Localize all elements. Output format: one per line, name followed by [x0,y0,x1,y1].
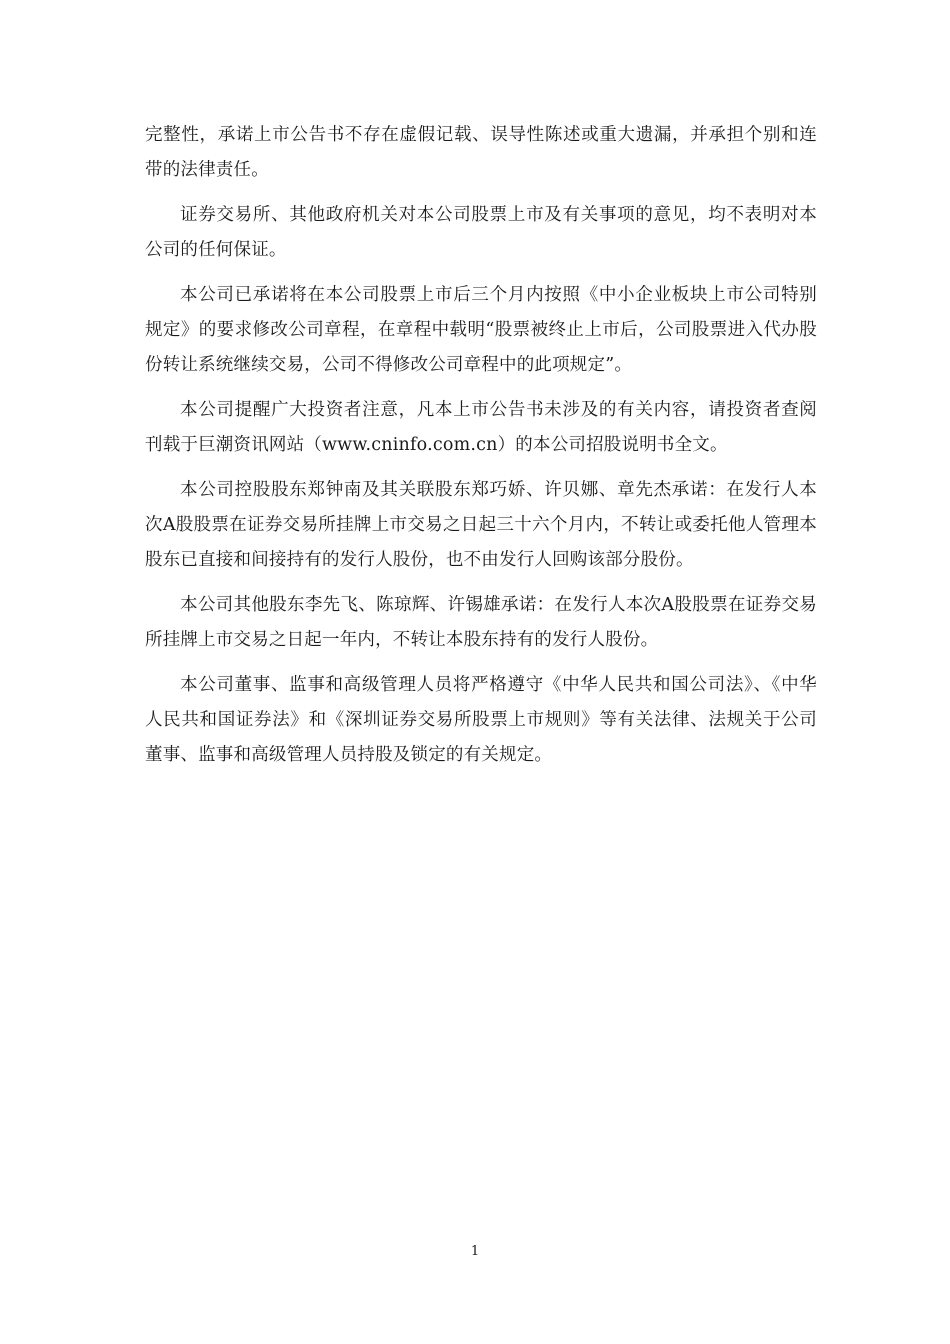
paragraph-no-guarantee: 证券交易所、其他政府机关对本公司股票上市及有关事项的意见，均不表明对本公司的任何保证。 [145,205,817,260]
document-body [145,118,817,783]
page-number: 1 [470,1244,480,1259]
paragraph-articles-amendment: 本公司已承诺将在本公司股票上市后三个月内按照《中小企业板块上市公司特别规定》的要求修改公司章程，在章程中载明“股票被终止上市后，公司股票进入代办股份转让系统继续交易，公司不得修改公司章程中的此项规定”。 [145,285,817,375]
paragraph-other-shareholder-lockup: 本公司其他股东李先飞、陈琼辉、许锡雄承诺：在发行人本次A股股票在证券交易所挂牌上市交易之日起一年内，不转让本股东持有的发行人股份。 [145,595,817,650]
paragraph-management-lockup: 本公司董事、监事和高级管理人员将严格遵守《中华人民共和国公司法》、《中华人民共和国证券法》和《深圳证券交易所股票上市规则》等有关法律、法规关于公司董事、监事和高级管理人员持股及锁定的有关规定。 [145,675,817,765]
paragraph-continued-liability: 完整性，承诺上市公告书不存在虚假记载、误导性陈述或重大遗漏，并承担个别和连带的法律责任。 [145,125,817,180]
paragraph-controlling-shareholder-lockup: 本公司控股股东郑钟南及其关联股东郑巧娇、许贝娜、章先杰承诺：在发行人本次A股股票在证券交易所挂牌上市交易之日起三十六个月内，不转让或委托他人管理本股东已直接和间接持有的发行人股份，也不由发行人回购该部分股份。 [145,480,817,570]
paragraph-investor-notice: 本公司提醒广大投资者注意，凡本上市公告书未涉及的有关内容，请投资者查阅刊载于巨潮资讯网站（www.cninfo.com.cn）的本公司招股说明书全文。 [145,400,817,455]
